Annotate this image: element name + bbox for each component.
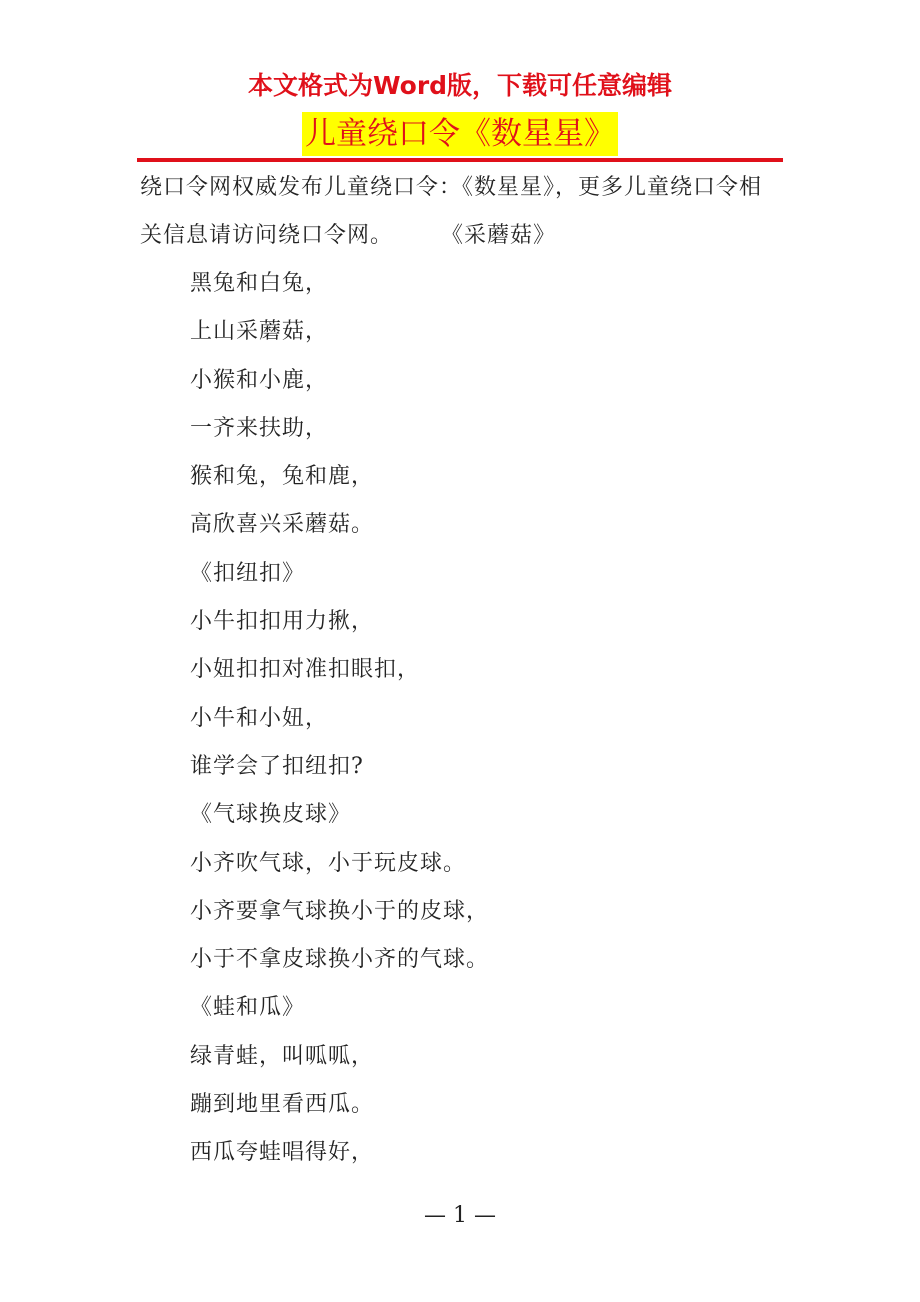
intro-paragraph [140, 164, 780, 260]
poem-line: 谁学会了扣纽扣? [190, 753, 364, 779]
poem-line: 小牛和小妞， [190, 705, 329, 731]
poem-line: 西瓜夸蛙唱得好， [190, 1140, 375, 1166]
poem-title: 《扣纽扣》 [190, 560, 306, 586]
title-container [0, 112, 920, 156]
poem-line: 小牛扣扣用力揪， [190, 609, 375, 635]
poem-title: 《蛙和瓜》 [190, 995, 306, 1021]
poem-line: 小齐吹气球，小于玩皮球。 [190, 850, 467, 876]
poem-line: 绿青蛙，叫呱呱， [190, 1043, 375, 1069]
intro-text: 绕口令网权威发布儿童绕口令：《数星星》，更多儿童绕口令相关信息请访问绕口令网。 [140, 175, 763, 248]
first-poem-title: 《采蘑菇》 [441, 223, 557, 248]
poem-line: 小于不拿皮球换小齐的气球。 [190, 947, 490, 973]
page-number: — 1 — [424, 1203, 496, 1228]
document-title: 儿童绕口令《数星星》 [302, 112, 618, 156]
poem-lines [190, 260, 489, 1178]
title-divider [137, 158, 783, 162]
poem-line: 蹦到地里看西瓜。 [190, 1092, 375, 1118]
poem-line: 小妞扣扣对准扣眼扣， [190, 657, 421, 683]
poem-title: 《气球换皮球》 [190, 802, 352, 828]
poem-line: 小猴和小鹿， [190, 367, 329, 393]
poem-line: 一齐来扶助， [190, 415, 329, 441]
format-notice: 本文格式为Word版，下载可任意编辑 [247, 71, 673, 100]
poem-line: 小齐要拿气球换小于的皮球， [190, 898, 490, 924]
poem-line: 黑兔和白兔， [190, 271, 329, 296]
poem-line: 高欣喜兴采蘑菇。 [190, 512, 375, 538]
poem-line: 猴和兔，兔和鹿， [190, 464, 375, 490]
poem-line: 上山采蘑菇， [190, 319, 329, 345]
